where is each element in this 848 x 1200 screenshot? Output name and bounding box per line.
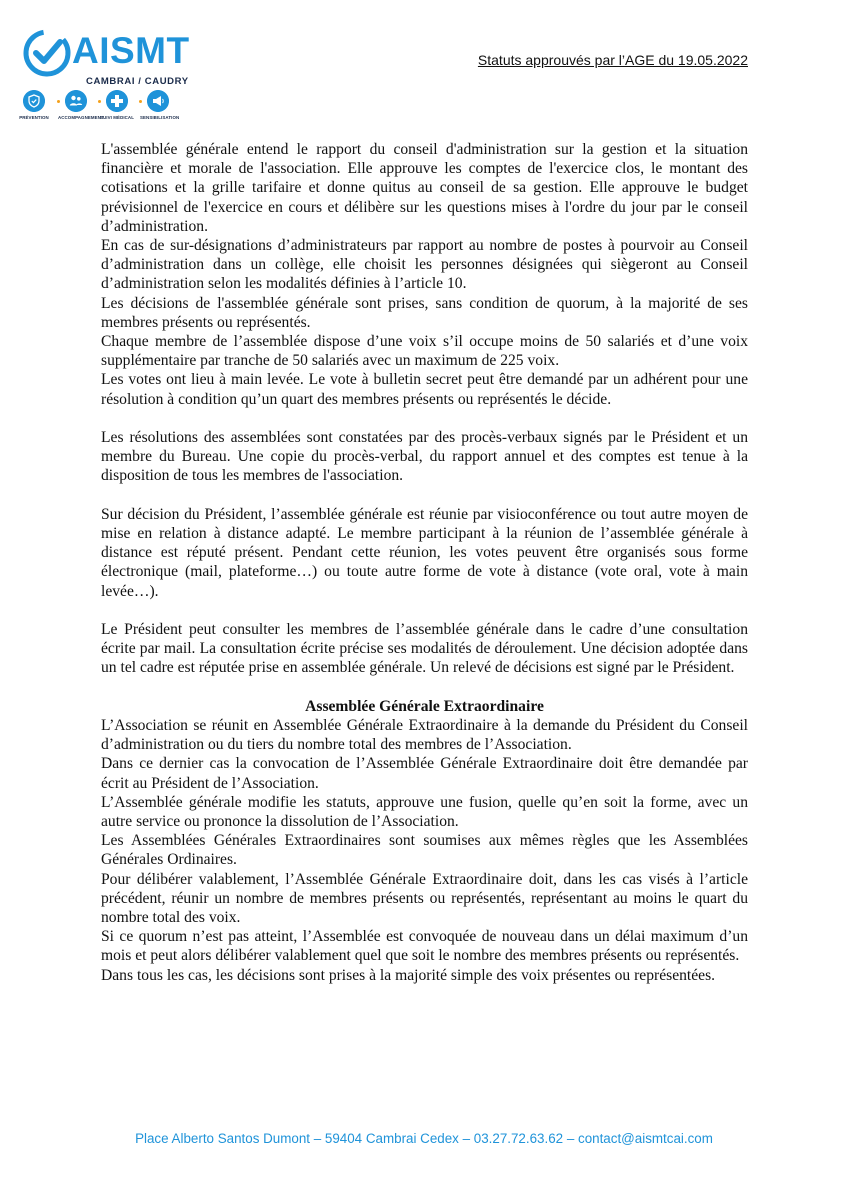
egm-paragraph-request: Dans ce dernier cas la convocation de l’Assemblée Générale Extraordinaire doit être demandée par écrit au Président de l’Association. [101, 755, 748, 792]
minutes-paragraph: Les résolutions des assemblées sont constatées par des procès-verbaux signés par le Président et un membre du Bureau. Une copie du procès-verbal, du rapport annuel et des comptes est tenue à la disposition de tous les membres de l'association. [101, 429, 748, 485]
paragraph-gap [101, 601, 748, 620]
pillar-accompagnement [58, 90, 104, 120]
pillar-suivi-medical [99, 90, 135, 120]
paragraph-gap [101, 486, 748, 505]
megaphone-icon [147, 90, 169, 112]
footer-contact: Place Alberto Santos Dumont – 59404 Cambrai Cedex – 03.27.72.63.62 – contact@aismtcai.com [135, 1131, 713, 1146]
egm-paragraph-powers: L’Assemblée générale modifie les statuts, approuve une fusion, quelle qu’en soit la forme, avec un autre service ou prononce la dissolution de l’Association. [101, 793, 748, 831]
egm-paragraph-rules: Les Assemblées Générales Extraordinaires sont soumises aux mêmes règles que les Assemblées Générales Ordinaires. [101, 832, 748, 869]
agm-paragraph-decisions: Les décisions de l'assemblée générale sont prises, sans condition de quorum, à la majorité de ses membres présents ou représentés. [101, 294, 748, 331]
pillar-label: SENSIBILISATION [140, 115, 180, 120]
pillar-label: SUIVI MÉDICAL [100, 115, 134, 120]
pillar-sensibilisation [140, 90, 180, 120]
egm-section-title: Assemblée Générale Extraordinaire [305, 697, 544, 715]
egm-paragraph-quorum: Pour délibérer valablement, l’Assemblée Générale Extraordinaire doit, dans les cas visés à l’article précédent, réunir un nombre de membres présents ou représentés, représentant au moins le quart du nombre total des voix. [101, 870, 748, 927]
document-body [101, 140, 748, 985]
remote-meeting-paragraph: Sur décision du Président, l’assemblée générale est réunie par visioconférence ou tout autre moyen de mise en relation à distance adapté. Le membre participant à la réunion de l’assemblée générale à distance est réputé présent. Pendant cette réunion, les votes peuvent être organisés sous forme électronique (mail, plateforme…) ou toute autre forme de vote à distance (vote oral, vote à main levée…). [101, 505, 748, 600]
egm-paragraph-majority: Dans tous les cas, les décisions sont prises à la majorité simple des voix présentes ou représentées. [101, 966, 716, 984]
checkmark-logo-icon [22, 28, 72, 78]
people-icon [65, 90, 87, 112]
agm-paragraph-votes-count: Chaque membre de l’assemblée dispose d’une voix s’il occupe moins de 50 salariés et d’une voix supplémentaire par tranche de 50 salariés avec un maximum de 225 voix. [101, 333, 748, 370]
shield-icon [23, 90, 45, 112]
logo-subtitle: CAMBRAI / CAUDRY [86, 76, 189, 87]
pillar-prevention [16, 90, 52, 120]
agm-paragraph-designations: En cas de sur-désignations d’administrateurs par rapport au nombre de postes à pourvoir au Conseil d’administration dans un collège, elle choisit les personnes désignées qui siègeront au Conseil d’administration selon les modalités définies à l’article 10. [101, 237, 748, 293]
aismt-logo [19, 28, 190, 128]
pillar-label: PRÉVENTION [19, 115, 49, 120]
medical-cross-icon [106, 90, 128, 112]
pillar-label: ACCOMPAGNEMENT [58, 115, 104, 120]
egm-paragraph-second-call: Si ce quorum n’est pas atteint, l’Assemblée est convoquée de nouveau dans un délai maximum d’un mois et peut alors délibérer valablement quel que soit le nombre des membres présents ou représentés. [101, 928, 748, 965]
paragraph-gap [101, 678, 748, 697]
logo-name: AISMT [72, 30, 190, 71]
agm-paragraph-report: L'assemblée générale entend le rapport du conseil d'administration sur la gestion et la situation financière et morale de l'association. Elle approuve les comptes de l'exercice clos, le montant des cotisations et la grille tarifaire et donne quitus au conseil de sa gestion. Elle approuve le budget prévisionnel de l'exercice en cours et délibère sur les questions mises à l'ordre du jour par le conseil d’administration. [101, 141, 748, 235]
logo-pillars [20, 90, 180, 130]
statutes-approval-note: Statuts approuvés par l’AGE du 19.05.2022 [477, 52, 748, 68]
egm-paragraph-convening: L’Association se réunit en Assemblée Générale Extraordinaire à la demande du Président du Conseil d’administration ou du tiers du nombre total des membres de l’Association. [101, 717, 748, 754]
paragraph-gap [101, 409, 748, 428]
written-consultation-paragraph: Le Président peut consulter les membres de l’assemblée générale dans le cadre d’une consultation écrite par mail. La consultation écrite précise ses modalités de déroulement. Une décision adoptée dans un tel cadre est réputée prise en assemblée générale. Un relevé de décisions est signé par le Président. [101, 621, 748, 677]
agm-paragraph-voting-method: Les votes ont lieu à main levée. Le vote à bulletin secret peut être demandé par un adhérent pour une résolution à condition qu’un quart des membres présents ou représentés le décide. [101, 371, 748, 408]
